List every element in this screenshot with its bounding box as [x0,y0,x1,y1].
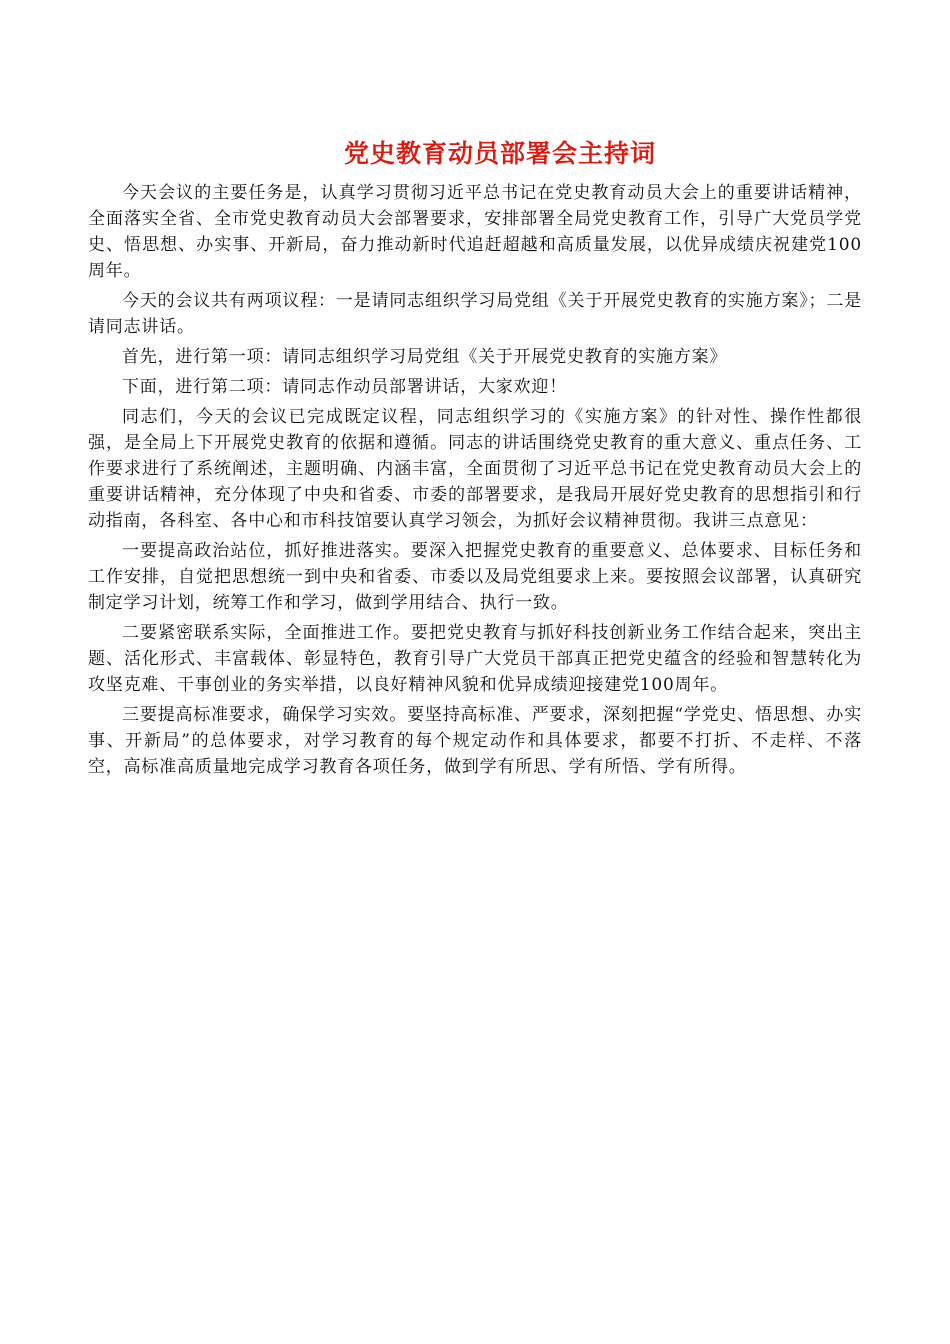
paragraph-agenda: 今天的会议共有两项议程：一是请同志组织学习局党组《关于开展党史教育的实施方案》；二是请同志讲话。 [88,291,862,337]
paragraph-opening: 今天会议的主要任务是，认真学习贯彻习近平总书记在党史教育动员大会上的重要讲话精神，全面落实全省、全市党史教育动员大会部署要求，安排部署全局党史教育工作，引导广大党员学党史、悟思想、办实事、开新局，奋力推动新时代追赶超越和高质量发展，以优异成绩庆祝建党100周年。 [88,183,862,281]
paragraph-item-one: 首先，进行第一项：请同志组织学习局党组《关于开展党史教育的实施方案》 [122,347,728,367]
paragraph-point-two: 二要紧密联系实际，全面推进工作。要把党史教育与抓好科技创新业务工作结合起来，突出主题、活化形式、丰富载体、彰显特色，教育引导广大党员干部真正把党史蕴含的经验和智慧转化为攻坚克难、干事创业的务实举措，以良好精神风貌和优异成绩迎接建党100周年。 [88,623,862,695]
paragraph-summary: 同志们，今天的会议已完成既定议程，同志组织学习的《实施方案》的针对性、操作性都很强，是全局上下开展党史教育的依据和遵循。同志的讲话围绕党史教育的重大意义、重点任务、工作要求进行了系统阐述，主题明确、内涵丰富，全面贯彻了习近平总书记在党史教育动员大会上的重要讲话精神，充分体现了中央和省委、市委的部署要求，是我局开展好党史教育的思想指引和行动指南，各科室、各中心和市科技馆要认真学习领会，为抓好会议精神贯彻。我讲三点意见： [88,407,862,531]
document-title: 党史教育动员部署会主持词 [343,139,656,168]
document-body [88,180,862,784]
paragraph-point-three: 三要提高标准要求，确保学习实效。要坚持高标准、严要求，深刻把握“学党史、悟思想、办实事、开新局”的总体要求，对学习教育的每个规定动作和具体要求，都要不打折、不走样、不落空，高标准高质量地完成学习教育各项任务，做到学有所思、学有所悟、学有所得。 [88,705,862,777]
paragraph-item-two: 下面，进行第二项：请同志作动员部署讲话，大家欢迎！ [122,377,567,397]
paragraph-point-one: 一要提高政治站位，抓好推进落实。要深入把握党史教育的重要意义、总体要求、目标任务和工作安排，自觉把思想统一到中央和省委、市委以及局党组要求上来。要按照会议部署，认真研究制定学习计划，统筹工作和学习，做到学用结合、执行一致。 [88,541,862,613]
